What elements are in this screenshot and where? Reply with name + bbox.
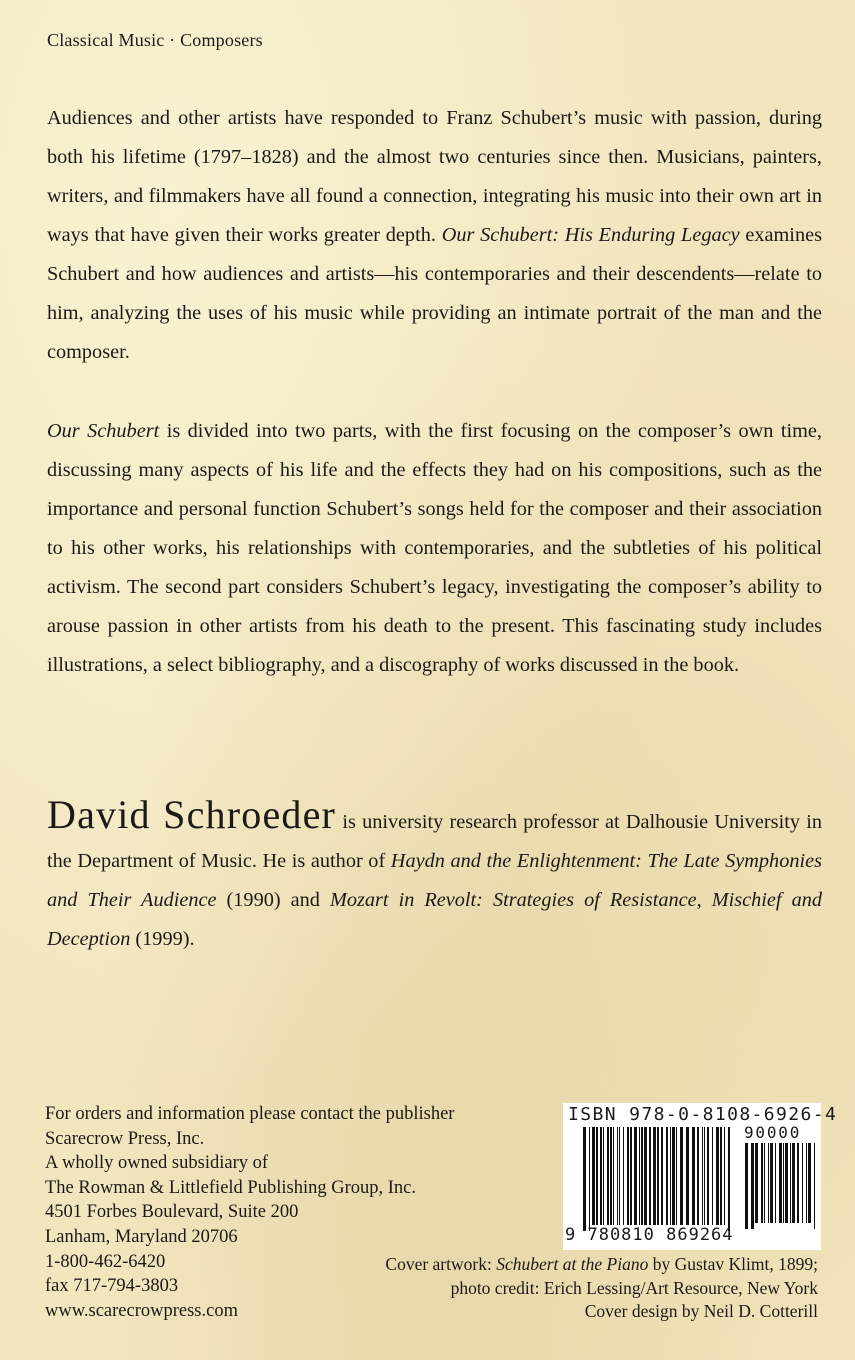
barcode-bar xyxy=(589,1127,590,1231)
barcode-bar xyxy=(775,1143,776,1223)
barcode-bar xyxy=(806,1143,807,1223)
contact-line: For orders and information please contact the publisher xyxy=(45,1104,455,1124)
barcode-bar xyxy=(697,1127,699,1225)
cover-credits xyxy=(385,1253,818,1324)
barcode-bar xyxy=(712,1127,713,1225)
cover-artwork-credit: Cover artwork: Schubert at the Piano by Gustav Klimt, 1899; xyxy=(385,1254,818,1274)
barcode-bar xyxy=(657,1127,659,1225)
barcode-bar xyxy=(639,1127,640,1225)
parent-company: The Rowman & Littlefield Publishing Group, Inc. xyxy=(45,1177,416,1198)
contact-line: A wholly owned subsidiary of xyxy=(45,1153,269,1174)
barcode-bar xyxy=(630,1127,632,1225)
barcode-bar xyxy=(619,1127,620,1225)
isbn-label: ISBN 978-0-8108-6926-4 xyxy=(568,1104,838,1125)
barcode-bar xyxy=(783,1143,784,1223)
barcode-bar xyxy=(755,1143,758,1223)
barcode-bar xyxy=(814,1143,815,1229)
barcode-bar xyxy=(641,1127,643,1225)
barcode-bar xyxy=(592,1127,595,1225)
barcode-bar xyxy=(770,1143,773,1223)
barcode-bar xyxy=(680,1127,683,1225)
address-street: 4501 Forbes Boulevard, Suite 200 xyxy=(45,1202,299,1223)
address-city: Lanham, Maryland 20706 xyxy=(45,1226,238,1247)
barcode-bar xyxy=(666,1127,668,1225)
description-paragraph-2: Our Schubert is divided into two parts, with the first focusing on the composer’s own time, discussing many aspects of his life and the effects they had on his compositions, such as the importance and personal function Schubert’s songs held for the composer and their association to his other works, his relationships with contemporaries, and the subtleties of his political activism. The second part considers Schubert’s legacy, investigating the composer’s ability to arouse passion in other artists from his death to the present. This fascinating study includes illustrations, a select bibliography, and a discography of works discussed in the book. xyxy=(47,420,822,676)
barcode-bar xyxy=(808,1143,811,1223)
barcode-bar xyxy=(653,1127,656,1225)
barcode-bar xyxy=(779,1143,782,1223)
barcode-bar xyxy=(764,1143,765,1223)
price-code: 90000 xyxy=(744,1123,802,1142)
barcode-bar xyxy=(670,1127,671,1225)
barcode-bar xyxy=(613,1127,614,1225)
barcode-bar xyxy=(702,1127,703,1225)
barcode-bar xyxy=(707,1127,709,1225)
fax-number: fax 717-794-3803 xyxy=(45,1276,179,1297)
barcode-bar xyxy=(607,1127,609,1225)
barcode-bar xyxy=(768,1143,769,1223)
photo-credit: photo credit: Erich Lessing/Art Resource, New York xyxy=(450,1277,818,1298)
barcode-bar xyxy=(761,1143,763,1223)
ean-number: 9 780810 869264 xyxy=(565,1225,734,1245)
cover-design-credit: Cover design by Neil D. Cotterill xyxy=(584,1301,818,1321)
barcode-bar xyxy=(704,1127,705,1225)
barcode-bar xyxy=(692,1127,695,1225)
barcode-bar xyxy=(623,1127,624,1225)
barcode-bar xyxy=(792,1143,795,1223)
author-bio-text: is university research professor at Dalhousie University in the Department of Music. He is author of Haydn and the Enlightenment: The Late Symphonies and Their Audience (1990) and Mozart in Revolt: Strategies of Resistance, Mischief and Deception (1999). xyxy=(47,811,823,950)
barcode-bar xyxy=(583,1127,586,1231)
barcode-bar xyxy=(720,1127,722,1225)
barcode-bar xyxy=(802,1143,803,1223)
barcode-bar xyxy=(790,1143,791,1223)
barcode-bar xyxy=(644,1127,647,1225)
barcode-bar xyxy=(716,1127,719,1225)
barcode-bar xyxy=(627,1127,629,1225)
barcode-bar xyxy=(610,1127,612,1225)
barcode-bar xyxy=(797,1143,799,1223)
barcode-bar xyxy=(724,1127,725,1225)
publisher-website: www.scarecrowpress.com xyxy=(45,1300,238,1321)
barcode-bar xyxy=(785,1143,788,1223)
publisher-name: Scarecrow Press, Inc. xyxy=(45,1128,205,1149)
barcode-bar xyxy=(751,1143,754,1229)
description-paragraph-1: Audiences and other artists have responded to Franz Schubert’s music with passion, during both his lifetime (1797–1828) and the almost two centuries since then. Musicians, painters, writers, and filmmakers have all found a connection, integrating his music into their own art in ways that have given their works greater depth. Our Schubert: His Enduring Legacy examines Schubert and how audiences and artists—his contemporaries and their descendents—relate to him, analyzing the uses of his music while providing an intimate portrait of the man and the composer. xyxy=(47,107,822,363)
barcode-bar xyxy=(676,1127,677,1225)
phone-number: 1-800-462-6420 xyxy=(45,1251,166,1272)
category-label: Classical Music · Composers xyxy=(47,30,263,50)
isbn-barcode xyxy=(563,1103,838,1250)
author-bio xyxy=(47,792,823,959)
barcode-bar xyxy=(728,1127,730,1231)
barcode-bar xyxy=(603,1127,604,1225)
barcode-bar xyxy=(672,1127,675,1225)
barcode-bar xyxy=(617,1127,618,1225)
barcode-bar xyxy=(686,1127,689,1225)
author-name: David Schroeder xyxy=(47,792,337,837)
barcode-bar xyxy=(745,1143,748,1229)
barcode-bar xyxy=(661,1127,663,1225)
barcode-bar xyxy=(596,1127,598,1225)
barcode-bar xyxy=(600,1127,602,1225)
barcode-bar xyxy=(634,1127,637,1225)
barcode-bar xyxy=(649,1127,651,1225)
